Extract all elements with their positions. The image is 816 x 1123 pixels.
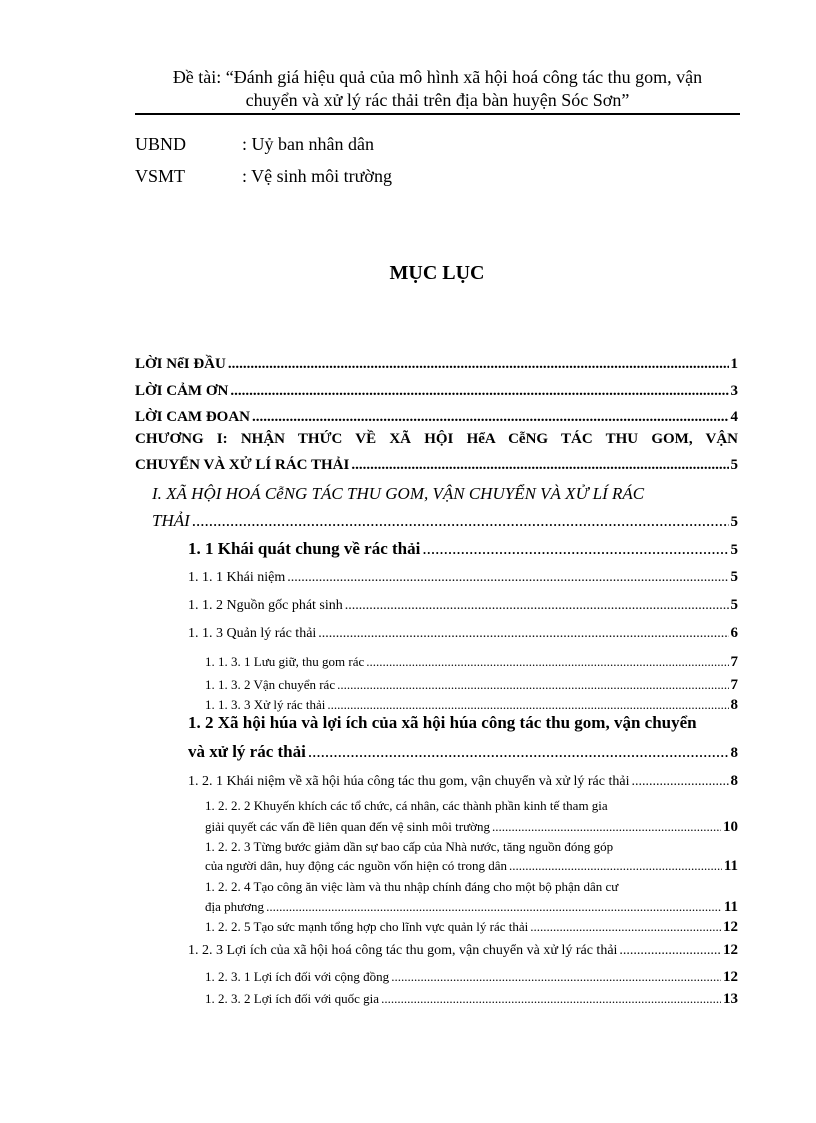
toc-entry[interactable] xyxy=(188,539,738,559)
toc-entry[interactable] xyxy=(188,942,738,959)
toc-entry-label: LỜI CAM ĐOAN xyxy=(135,409,250,425)
toc-entry-page: 8 xyxy=(730,773,738,789)
toc-leader-dots xyxy=(318,626,728,642)
toc-entry-page: 5 xyxy=(730,514,738,530)
toc-entry-label: 1. 1. 3. 2 Vận chuyển rác xyxy=(205,677,336,692)
toc-entry-label: 1. 2. 3 Lợi ích của xã hội hoá công tác thu gom, vận chuyển và xử lý rác thải xyxy=(188,943,618,958)
toc-leader-dots xyxy=(337,677,728,693)
toc-entry-label: LỜI NểI ĐẦU xyxy=(135,356,226,372)
toc-entry[interactable] xyxy=(205,697,738,714)
toc-entry-label: THẢI xyxy=(152,511,190,530)
toc-entry-label: địa phương xyxy=(205,899,265,914)
toc-entry[interactable] xyxy=(205,654,738,671)
toc-leader-dots xyxy=(230,383,728,400)
toc-entry[interactable] xyxy=(188,742,738,762)
toc-leader-dots xyxy=(266,899,722,915)
toc-entry-page: 10 xyxy=(723,819,738,835)
toc-entry-page: 7 xyxy=(730,677,738,693)
toc-entry-label: 1. 1. 3 Quản lý rác thải xyxy=(188,626,317,641)
toc-entry-first-line: 1. 2. 2. 2 Khuyến khích các tổ chức, cá nhân, các thành phần kinh tế tham gia xyxy=(205,798,608,813)
toc-entry[interactable] xyxy=(188,597,738,614)
toc-leader-dots xyxy=(492,819,721,835)
header-line-2: chuyển và xử lý rác thải trên địa bàn huyện Sóc Sơn” xyxy=(245,90,630,110)
toc-entry-label: 1. 1. 3. 3 Xử lý rác thải xyxy=(205,697,326,712)
toc-entry-label: 1. 1 Khái quát chung về rác thải xyxy=(188,539,421,558)
header-line-1: Đề tài: “Đánh giá hiệu quả của mô hình xã hội hoá công tác thu gom, vận xyxy=(172,67,703,87)
toc-entry-page: 12 xyxy=(723,942,738,958)
toc-leader-dots xyxy=(345,598,729,614)
abbreviation-value: : Vệ sinh môi trường xyxy=(242,166,392,186)
toc-entry-label: giải quyết các vấn đề liên quan đến vệ sinh môi trường xyxy=(205,819,491,834)
toc-entry-label: 1. 1. 3. 1 Lưu giữ, thu gom rác xyxy=(205,654,365,669)
toc-entry-page: 3 xyxy=(730,383,738,399)
toc-entry-first-line: 1. 2 Xã hội húa và lợi ích của xã hội húa công tác thu gom, vận chuyển xyxy=(188,713,697,732)
toc-leader-dots xyxy=(631,774,728,790)
toc-entry-label: 1. 1. 2 Nguồn gốc phát sinh xyxy=(188,598,343,613)
toc-entry[interactable] xyxy=(135,457,738,474)
toc-entry-label: 1. 2. 2. 5 Tạo sức mạnh tổng hợp cho lĩnh vực quản lý rác thải xyxy=(205,919,529,934)
toc-leader-dots xyxy=(351,457,728,474)
toc-entry[interactable] xyxy=(188,569,738,586)
abbreviation-key: VSMT xyxy=(135,166,186,186)
toc-entry-label: của người dân, huy động các nguồn vốn hiện có trong dân xyxy=(205,858,508,873)
toc-entry-page: 5 xyxy=(730,597,738,613)
toc-entry[interactable] xyxy=(205,677,738,694)
toc-entry-page: 11 xyxy=(723,858,738,874)
toc-entry-label: 1. 1. 1 Khái niệm xyxy=(188,570,286,585)
toc-leader-dots xyxy=(327,697,728,713)
toc-leader-dots xyxy=(252,409,729,426)
toc-entry-label: 1. 2. 1 Khái niệm về xã hội húa công tác thu gom, vận chuyển và xử lý rác thải xyxy=(188,774,630,789)
toc-entry-first-line: 1. 2. 2. 4 Tạo công ăn việc làm và thu nhập chính đáng cho một bộ phận dân cư xyxy=(205,879,619,894)
toc-leader-dots xyxy=(530,919,721,935)
toc-leader-dots xyxy=(308,742,729,762)
toc-entry-page: 5 xyxy=(730,542,738,558)
abbreviation-key: UBND xyxy=(135,134,187,154)
toc-entry-label: và xử lý rác thải xyxy=(188,742,306,761)
toc-entry[interactable] xyxy=(135,409,738,426)
toc-entry[interactable] xyxy=(205,969,738,986)
toc-leader-dots xyxy=(381,991,721,1007)
toc-entry[interactable] xyxy=(188,625,738,642)
toc-entry-page: 1 xyxy=(730,356,738,372)
toc-entry-page: 8 xyxy=(730,697,738,713)
toc-entry-first-line: I. XÃ HỘI HOÁ CễNG TÁC THU GOM, VẬN CHUYỂN VÀ XỬ LÍ RÁC xyxy=(152,484,645,503)
toc-leader-dots xyxy=(192,511,729,531)
toc-entry-page: 12 xyxy=(723,919,738,935)
toc-entry-label: 1. 2. 3. 1 Lợi ích đối với cộng đồng xyxy=(205,969,390,984)
toc-entry-page: 12 xyxy=(723,969,738,985)
toc-entry-first-line: 1. 2. 2. 3 Từng bước giảm dần sự bao cấp của Nhà nước, tăng nguồn đóng góp xyxy=(205,839,614,854)
toc-entry-page: 4 xyxy=(730,409,738,425)
toc-entry[interactable] xyxy=(205,858,738,875)
toc-entry-label: LỜI CẢM ƠN xyxy=(135,383,229,399)
toc-leader-dots xyxy=(619,943,721,959)
toc-leader-dots xyxy=(509,858,722,874)
toc-entry-page: 5 xyxy=(730,457,738,473)
toc-entry[interactable] xyxy=(205,919,738,936)
toc-entry-first-line: CHƯƠNG I: NHẬN THỨC VỀ XÃ HỘI HểA CễNG TÁC THU GOM, VẬN xyxy=(135,431,738,447)
toc-entry[interactable] xyxy=(205,991,738,1008)
toc-entry-page: 11 xyxy=(723,899,738,915)
toc-leader-dots xyxy=(287,570,728,586)
toc-entry-label: 1. 2. 3. 2 Lợi ích đối với quốc gia xyxy=(205,991,380,1006)
toc-leader-dots xyxy=(366,654,728,670)
toc-entry-page: 6 xyxy=(730,625,738,641)
toc-entry[interactable] xyxy=(188,773,738,790)
toc-entry[interactable] xyxy=(205,819,738,836)
toc-entry[interactable] xyxy=(135,383,738,400)
toc-leader-dots xyxy=(422,539,728,559)
toc-leader-dots xyxy=(391,969,721,985)
toc-entry-page: 8 xyxy=(730,745,738,761)
toc-leader-dots xyxy=(228,356,729,373)
toc-entry[interactable] xyxy=(152,511,738,531)
toc-entry[interactable] xyxy=(135,356,738,373)
toc-entry-label: CHUYỂN VÀ XỬ LÍ RÁC THẢI xyxy=(135,457,350,473)
toc-entry-page: 5 xyxy=(730,569,738,585)
abbreviation-value: : Uỷ ban nhân dân xyxy=(242,134,374,154)
toc-entry-page: 13 xyxy=(723,991,738,1007)
toc-entry-page: 7 xyxy=(730,654,738,670)
toc-entry[interactable] xyxy=(205,899,738,916)
toc-title: MỤC LỤC xyxy=(389,262,485,284)
